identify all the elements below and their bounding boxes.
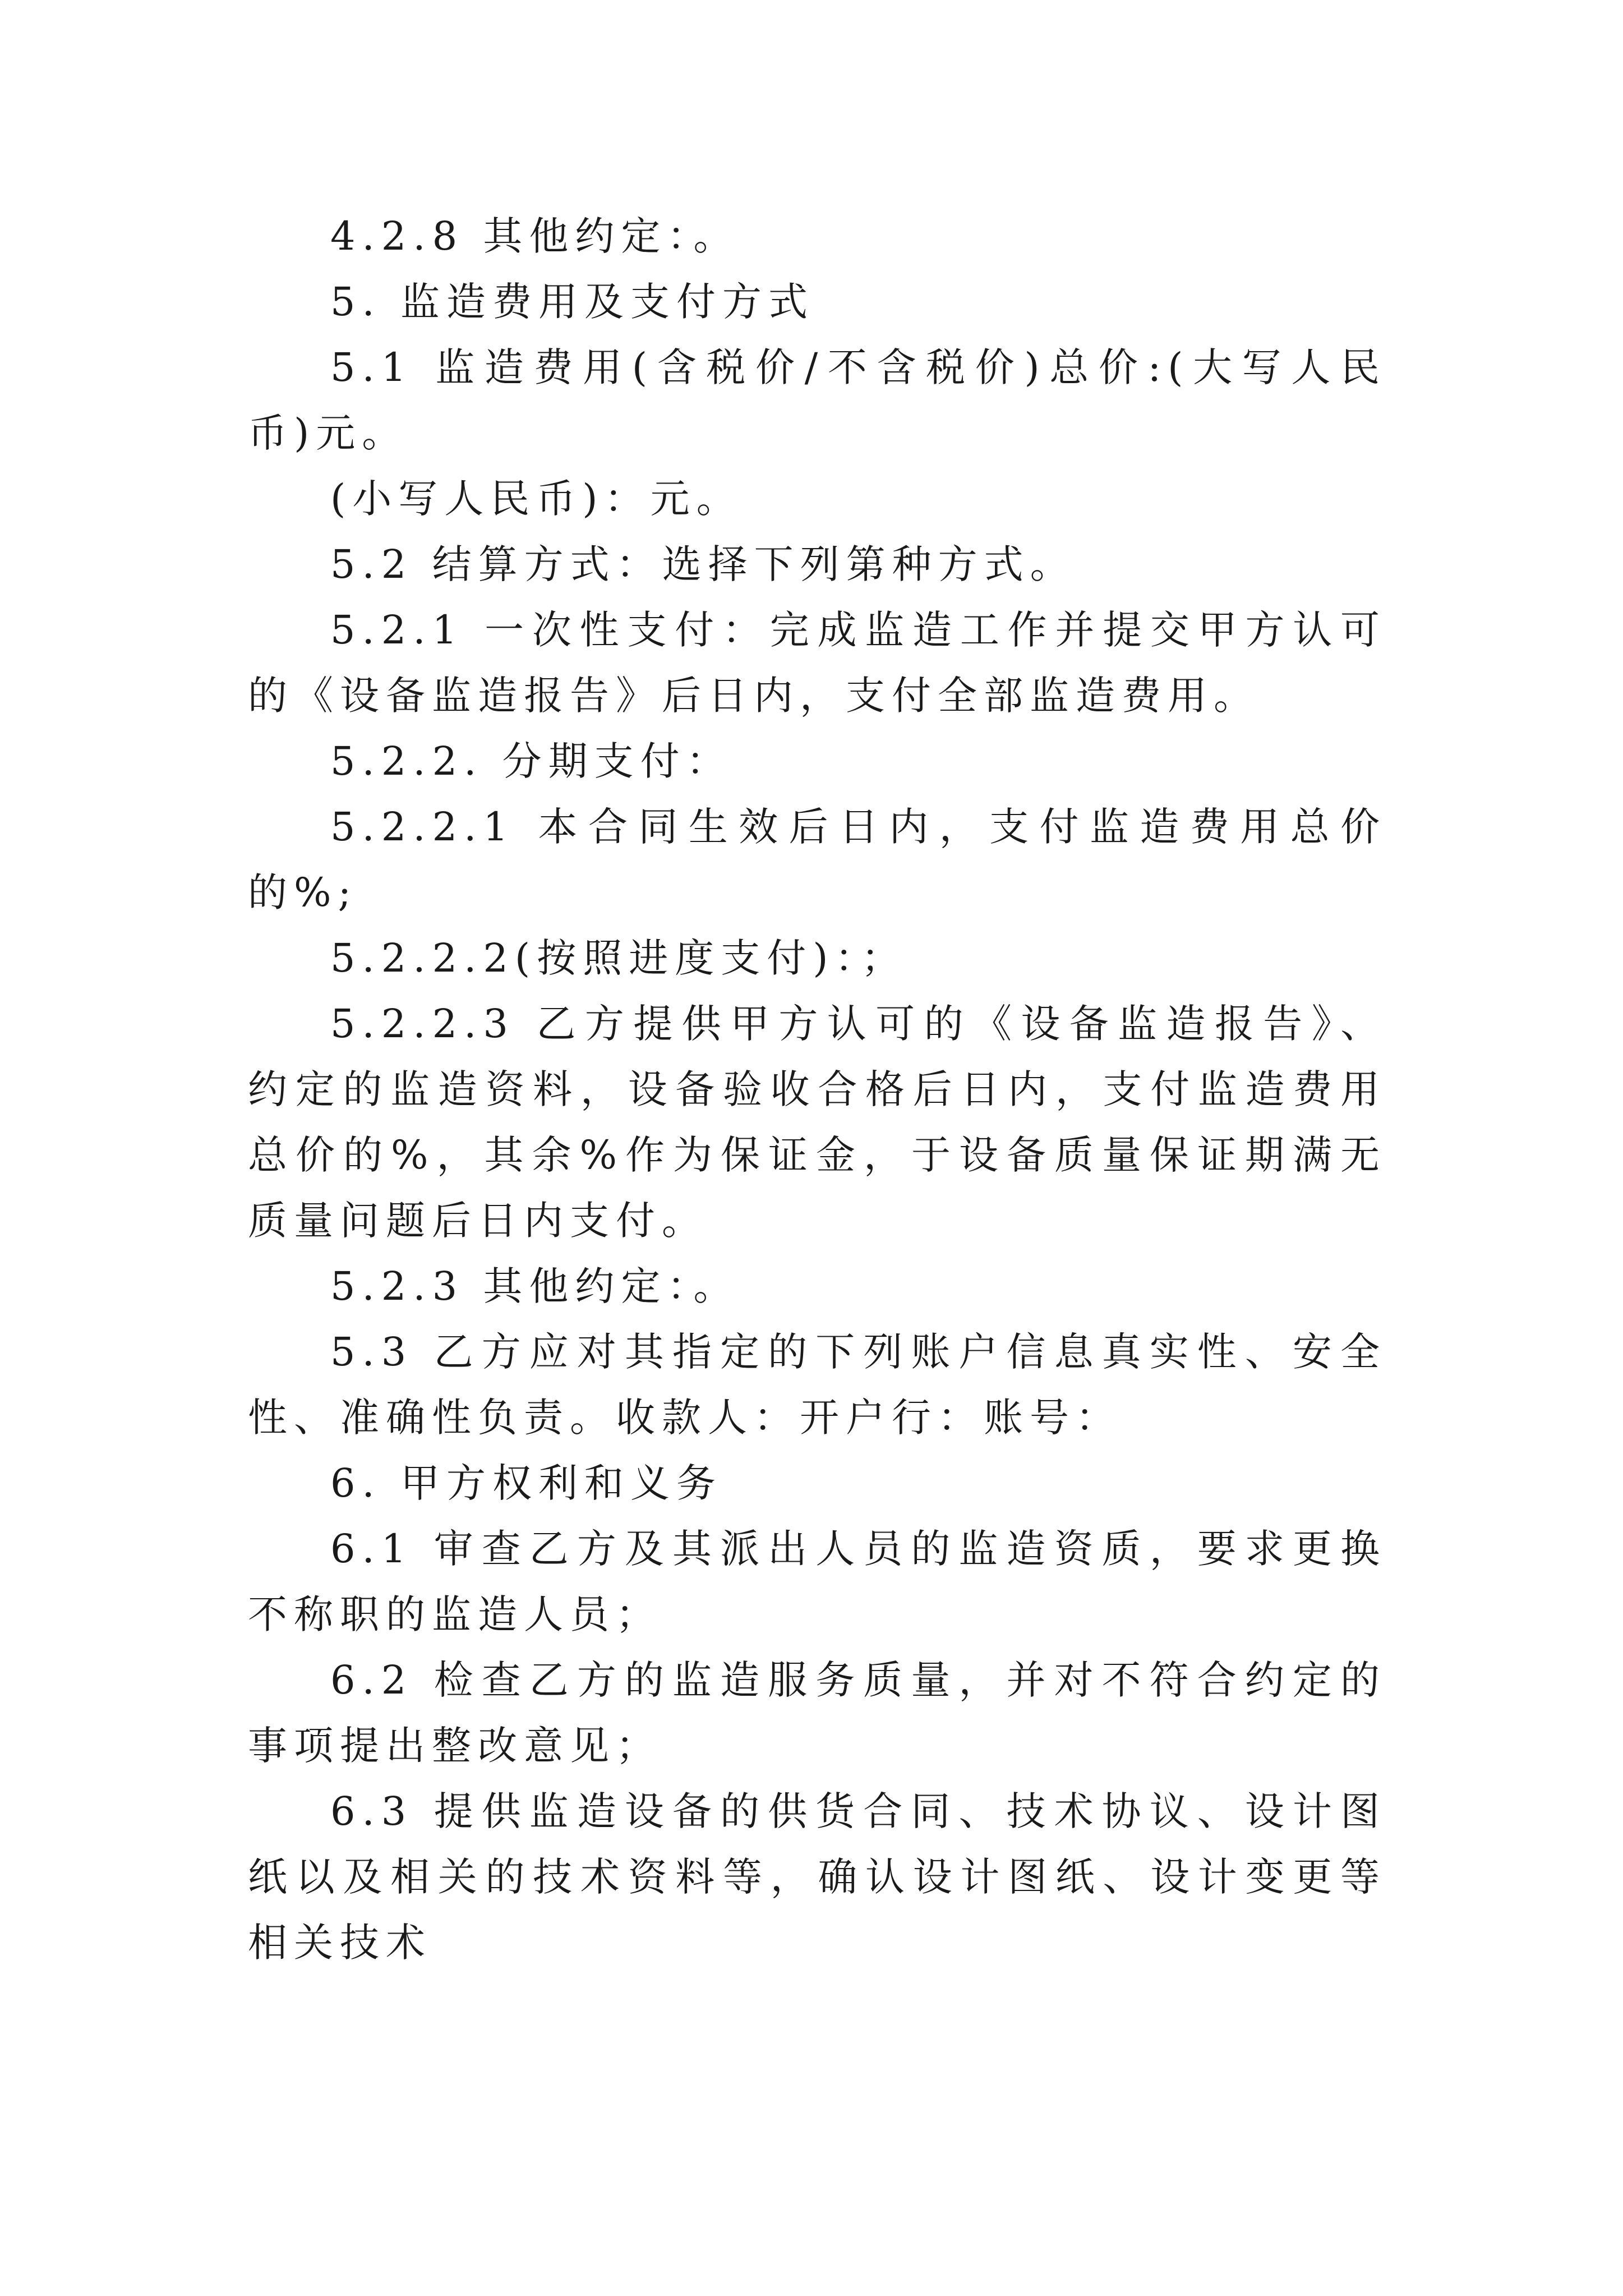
section-6-heading: 6. 甲方权利和义务 xyxy=(330,1460,723,1506)
clause-6-1: 6.1 审查乙方及其派出人员的监造资质，要求更换不称职的监造人员； xyxy=(248,1526,1386,1637)
clause-5-1: 5.1 监造费用(含税价/不含税价)总价:(大写人民币)元。 xyxy=(248,344,1386,456)
section-5-heading: 5. 监造费用及支付方式 xyxy=(330,279,815,325)
clause-5-2-2-3: 5.2.2.3 乙方提供甲方认可的《设备监造报告》、约定的监造资料，设备验收合格后日内，支付监造费用总价的%，其余%作为保证金，于设备质量保证期满无质量问题后日内支付。 xyxy=(248,1001,1386,1244)
clause-5-2-3: 5.2.3 其他约定：。 xyxy=(330,1263,740,1309)
clause-5-2-2-1: 5.2.2.1 本合同生效后日内，支付监造费用总价的%; xyxy=(248,804,1386,915)
clause-5-3: 5.3 乙方应对其指定的下列账户信息真实性、安全性、准确性负责。收款人：开户行：账号： xyxy=(248,1329,1386,1441)
clause-5-2: 5.2 结算方式：选择下列第种方式。 xyxy=(330,541,1076,587)
clause-5-2-1: 5.2.1 一次性支付：完成监造工作并提交甲方认可的《设备监造报告》后日内，支付全部监造费用。 xyxy=(248,607,1386,719)
clause-6-2: 6.2 检查乙方的监造服务质量，并对不符合约定的事项提出整改意见； xyxy=(248,1657,1386,1769)
clause-6-3: 6.3 提供监造设备的供货合同、技术协议、设计图纸以及相关的技术资料等，确认设计图纸、设计变更等相关技术 xyxy=(248,1788,1386,1966)
clause-5-1-lowercase-amount: (小写人民币)：元。 xyxy=(330,476,743,522)
clause-5-2-2-2: 5.2.2.2(按照进度支付)：； xyxy=(330,935,907,981)
document-body xyxy=(248,204,1386,1976)
clause-4-2-8: 4.2.8 其他约定：。 xyxy=(330,213,740,259)
clause-5-2-2: 5.2.2. 分期支付： xyxy=(330,738,732,784)
